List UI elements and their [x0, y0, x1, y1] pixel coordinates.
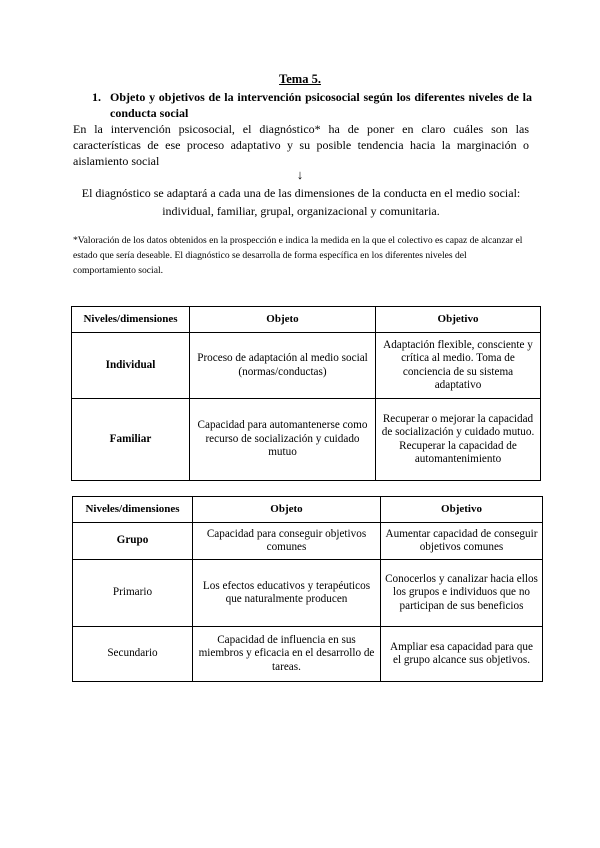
header-objetivo: Objetivo	[381, 497, 543, 523]
header-niveles: Niveles/dimensiones	[73, 497, 193, 523]
diagnosis-line-2: individual, familiar, grupal, organizacional y comunitaria.	[162, 204, 440, 218]
row-level: Individual	[72, 333, 190, 399]
row-level: Grupo	[73, 523, 193, 560]
section-heading-text: Objeto y objetivos de la intervención psicosocial según los diferentes niveles de la conducta social	[110, 90, 532, 120]
down-arrow-icon: ↓	[296, 167, 304, 182]
table-row	[72, 399, 541, 481]
section-heading	[92, 89, 532, 121]
diagnosis-text	[73, 184, 529, 220]
footnote: *Valoración de los datos obtenidos en la prospección e indica la medida en la que el colectivo es capaz de alcanzar el estado que sería deseable. El diagnóstico se desarrolla de forma específica en los diferentes niveles del comportamiento social.	[73, 235, 523, 276]
table-grupo	[72, 496, 543, 682]
row-objetivo: Aumentar capacidad de conseguir objetivos comunes	[381, 523, 543, 560]
row-level: Familiar	[72, 399, 190, 481]
header-objeto: Objeto	[190, 307, 376, 333]
header-objetivo: Objetivo	[376, 307, 541, 333]
page-title: Tema 5.	[279, 72, 321, 86]
table-row	[73, 523, 543, 560]
table-header-row	[72, 307, 541, 333]
row-objeto: Proceso de adaptación al medio social (normas/conductas)	[190, 333, 376, 399]
table-row	[73, 560, 543, 627]
table-individual-familiar	[71, 306, 541, 481]
row-objeto: Capacidad para automantenerse como recurso de socialización y cuidado mutuo	[190, 399, 376, 481]
section-number: 1.	[92, 90, 101, 104]
row-objetivo: Ampliar esa capacidad para que el grupo alcance sus objetivos.	[381, 627, 543, 682]
row-objeto: Los efectos educativos y terapéuticos que naturalmente producen	[193, 560, 381, 627]
table-row	[73, 627, 543, 682]
row-objetivo: Conocerlos y canalizar hacia ellos los grupos e individuos que no participan de sus beneficios	[381, 560, 543, 627]
row-level: Secundario	[73, 627, 193, 682]
row-objeto: Capacidad de influencia en sus miembros y eficacia en el desarrollo de tareas.	[193, 627, 381, 682]
table-row	[72, 333, 541, 399]
row-objeto: Capacidad para conseguir objetivos comunes	[193, 523, 381, 560]
header-objeto: Objeto	[193, 497, 381, 523]
intro-paragraph: En la intervención psicosocial, el diagnóstico* ha de poner en claro cuáles son las características de ese proceso adaptativo y su posible tendencia hacia la marginación o aislamiento social	[73, 122, 529, 168]
diagnosis-line-1: El diagnóstico se adaptará a cada una de las dimensiones de la conducta en el medio social:	[81, 186, 521, 200]
table-header-row	[73, 497, 543, 523]
row-objetivo: Recuperar o mejorar la capacidad de socialización y cuidado mutuo. Recuperar la capacidad de automantenimiento	[376, 399, 541, 481]
row-level: Primario	[73, 560, 193, 627]
row-objetivo: Adaptación flexible, consciente y crítica al medio. Toma de conciencia de su sistema adaptativo	[376, 333, 541, 399]
header-niveles: Niveles/dimensiones	[72, 307, 190, 333]
